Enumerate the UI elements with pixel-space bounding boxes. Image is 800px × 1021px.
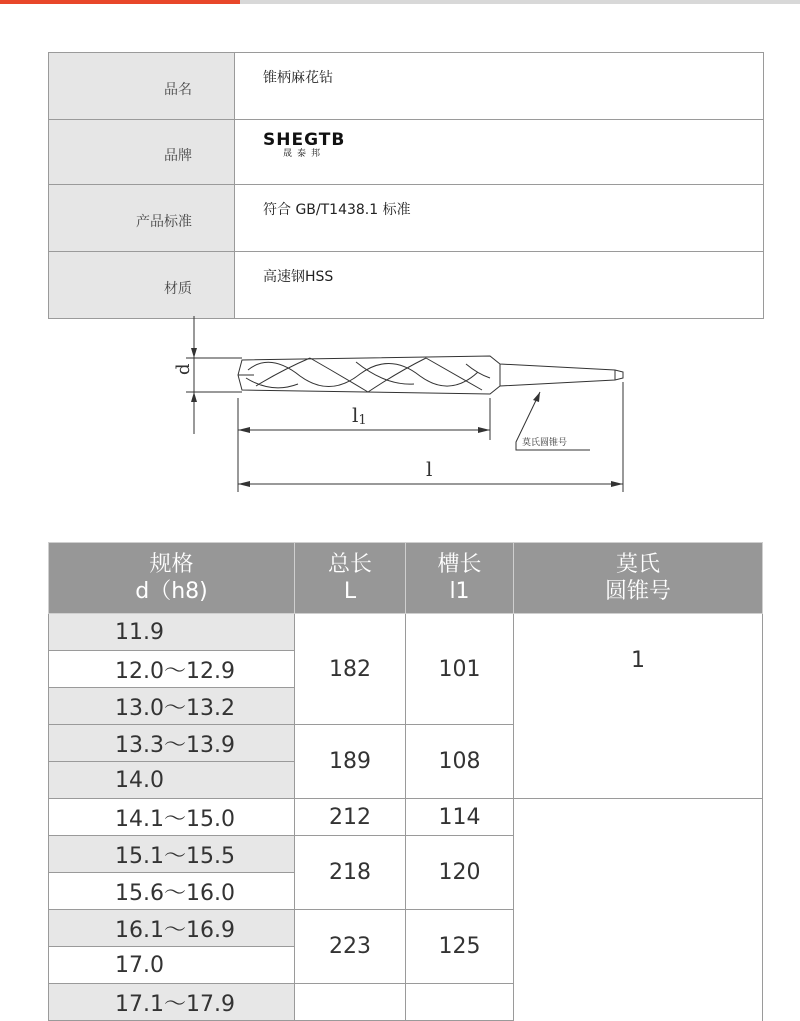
- cell-flute-length: 120: [406, 836, 514, 910]
- cell-diameter: 16.1～16.9: [49, 910, 295, 947]
- info-key: 品名: [49, 53, 235, 120]
- info-key: 材质: [49, 252, 235, 319]
- d-arrow-top: [191, 348, 197, 358]
- label-d: d: [173, 363, 194, 375]
- cell-diameter: 12.0～12.9: [49, 651, 295, 688]
- header-total-length: 总长 L: [295, 543, 406, 614]
- header-diameter: 规格 d（h8): [49, 543, 295, 614]
- d-arrow-bottom: [191, 392, 197, 402]
- cell-morse-taper-empty: [514, 799, 763, 1021]
- info-row-name: [49, 53, 764, 120]
- info-key: 产品标准: [49, 185, 235, 252]
- cell-diameter: 11.9: [49, 614, 295, 651]
- table-row: [49, 614, 763, 651]
- cell-total-length-empty: [295, 984, 406, 1021]
- info-value: 符合 GB/T1438.1 标准: [235, 185, 764, 252]
- taper-leader-arrow: [533, 392, 540, 402]
- cell-flute-length-empty: [406, 984, 514, 1021]
- label-l: l: [426, 457, 433, 481]
- cell-diameter: 17.1～17.9: [49, 984, 295, 1021]
- cell-flute-length: 125: [406, 910, 514, 984]
- spec-table: [48, 542, 763, 1021]
- drill-dimension-diagram: [160, 312, 640, 498]
- info-row-material: [49, 252, 764, 319]
- label-l1-base: l: [352, 403, 359, 427]
- cell-diameter: 15.6～16.0: [49, 873, 295, 910]
- l1-arrow-right: [478, 427, 490, 433]
- cell-diameter: 13.3～13.9: [49, 725, 295, 762]
- cell-morse-taper: 1: [514, 614, 763, 799]
- header-flute-length: 槽长 l1: [406, 543, 514, 614]
- cell-total-length: 223: [295, 910, 406, 984]
- brand-logo-subtext: 晟泰邦: [283, 149, 326, 159]
- header-morse-taper: 莫氏 圆锥号: [514, 543, 763, 614]
- cell-diameter: 14.1～15.0: [49, 799, 295, 836]
- label-l1-sub: 1: [358, 413, 367, 428]
- cell-diameter: 17.0: [49, 947, 295, 984]
- top-bar-accent: [0, 0, 240, 4]
- cell-total-length: 189: [295, 725, 406, 799]
- spec-header-row: [49, 543, 763, 614]
- info-key: 品牌: [49, 120, 235, 185]
- product-info-table: [48, 52, 764, 319]
- brand-logo: [235, 120, 764, 185]
- l-arrow-right: [611, 481, 623, 487]
- drill-body-outline: [238, 356, 623, 394]
- info-value: 锥柄麻花钻: [235, 53, 764, 120]
- top-bar: [0, 0, 800, 4]
- cell-diameter: 14.0: [49, 762, 295, 799]
- cell-diameter: 15.1～15.5: [49, 836, 295, 873]
- cell-flute-length: 114: [406, 799, 514, 836]
- cell-total-length: 182: [295, 614, 406, 725]
- cell-total-length: 212: [295, 799, 406, 836]
- brand-logo-text: SHEGTB: [263, 130, 346, 150]
- info-row-brand: [49, 120, 764, 185]
- cell-flute-length: 108: [406, 725, 514, 799]
- label-l1: [352, 403, 367, 428]
- label-morse-taper: 莫氏圆锥号: [522, 438, 568, 448]
- info-row-standard: [49, 185, 764, 252]
- table-row: [49, 799, 763, 836]
- cell-diameter: 13.0～13.2: [49, 688, 295, 725]
- info-value: 高速钢HSS: [235, 252, 764, 319]
- cell-total-length: 218: [295, 836, 406, 910]
- l-arrow-left: [238, 481, 250, 487]
- drill-flute-lines: [246, 358, 490, 392]
- l1-arrow-left: [238, 427, 250, 433]
- cell-flute-length: 101: [406, 614, 514, 725]
